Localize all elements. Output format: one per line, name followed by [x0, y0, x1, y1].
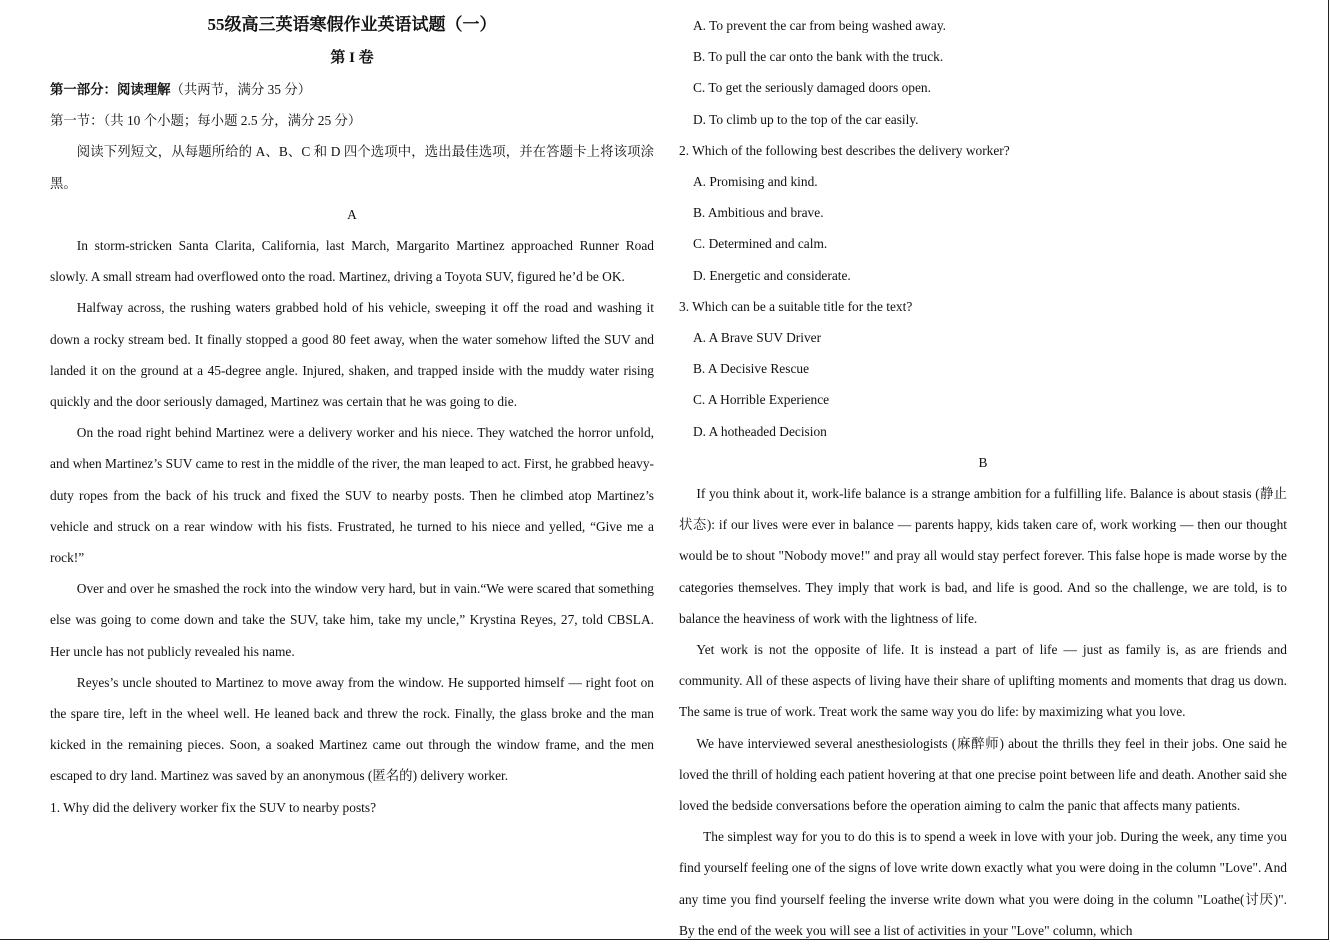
question-2-stem: 2. Which of the following best describes the delivery worker?: [679, 142, 1010, 158]
q1-option-b: B. To pull the car onto the bank with the truck.: [693, 49, 944, 65]
part1-note: （共两节，满分 35 分）: [170, 82, 312, 97]
passage-a-paragraph-3: On the road right behind Martinez were a delivery worker and his niece. They watched the horror unfold, and when Martinez’s SUV came to rest in the middle of the river, the man leaped to act. First, he grabbed heavy-duty ropes from the back of his truck and fixed the SUV to nearby posts. Then he climbed atop Martinez’s vehicle and struck on a rear window with his fists. Frustrated, he turned to his niece and yelled, “Give me a rock!”: [50, 425, 654, 566]
q1-option-a: A. To prevent the car from being washed away.: [693, 18, 947, 33]
q1-option-c: C. To get the seriously damaged doors open.: [693, 80, 931, 96]
q2-option-b: B. Ambitious and brave.: [693, 205, 824, 221]
question-2-options: [679, 166, 1287, 291]
passage-a-paragraph-1: In storm-stricken Santa Clarita, California, last March, Margarito Martinez approached Runner Road slowly. A small stream had overflowed onto the road. Martinez, driving a Toyota SUV, figured he’d be OK.: [50, 238, 654, 285]
q1-option-d: D. To climb up to the top of the car easily.: [693, 111, 919, 127]
q3-option-a: A. A Brave SUV Driver: [693, 330, 822, 346]
page-title: 55级高三英语寒假作业英语试题（一）: [207, 15, 497, 34]
part1-label: 第一部分：阅读理解: [50, 82, 171, 97]
passage-b-letter: B: [978, 454, 988, 470]
q3-option-d: D. A hotheaded Decision: [693, 423, 827, 439]
passage-a-paragraph-5: Reyes’s uncle shouted to Martinez to move away from the window. He supported himself — right foot on the spare tire, left in the wheel well. He leaned back and threw the rock. Finally, the glass broke and the man kicked in the remaining pieces. Soon, a soaked Martinez came out through the window frame, and the men escaped to dry land. Martinez was saved by an anonymous (匿名的) delivery worker.: [50, 674, 654, 784]
q3-option-b: B. A Decisive Rescue: [693, 361, 810, 377]
passage-b-paragraph-2: Yet work is not the opposite of life. It is instead a part of life — just as family is, as are friends and community. All of these aspects of living have their share of uplifting moments and moments that drag us down. The same is true of work. Treat work the same way you do life: by maximizing what you love.: [679, 642, 1287, 720]
passage-b-paragraph-1: If you think about it, work-life balance is a strange ambition for a fulfilling life. Balance is about stasis (静止状态): if our lives were ever in balance — parents happy, kids taken care of, work working — then our thought would be to shout "Nobody move!" and pray all would stay perfect forever. This false hope is made worse by the categories themselves. They imply that work is bad, and life is good. And so the challenge, we are told, is to balance the heaviness of work with the lightness of life.: [679, 486, 1287, 626]
question-3-stem: 3. Which can be a suitable title for the text?: [679, 298, 913, 314]
left-column: [50, 0, 654, 823]
volume-heading: 第 I 卷: [330, 50, 374, 66]
passage-a-paragraph-2: Halfway across, the rushing waters grabbed hold of his vehicle, sweeping it off the road and washing it down a rocky stream bed. It finally stopped a good 80 feet away, when the water somehow lifted the SUV and landed it on the ground at a 45-degree angle. Injured, shaken, and trapped inside with the muddy water rising quickly and the door seriously damaged, Martinez was certain that he was going to die.: [50, 300, 654, 410]
passage-b-paragraph-4: The simplest way for you to do this is to spend a week in love with your job. During the week, any time you find yourself feeling one of the signs of love write down exactly what you were doing in the column "Love". And any time you find yourself feeling the inverse write down what you were doing in the column "Loathe(讨厌)". By the end of the week you will see a list of activities in your "Love" column, which: [679, 829, 1287, 938]
question-1-stem: 1. Why did the delivery worker fix the SUV to nearby posts?: [50, 799, 377, 815]
q2-option-a: A. Promising and kind.: [693, 174, 818, 190]
question-3-options: [679, 322, 1287, 447]
instructions: 阅读下列短文，从每题所给的 A、B、C 和 D 四个选项中，选出最佳选项，并在答题卡上将该项涂黑。: [50, 144, 654, 191]
part1-heading: [50, 74, 654, 105]
passage-a-letter: A: [347, 206, 357, 222]
q2-option-d: D. Energetic and considerate.: [693, 267, 851, 283]
q3-option-c: C. A Horrible Experience: [693, 392, 830, 408]
section1-heading: 第一节：（共 10 个小题；每小题 2.5 分，满分 25 分）: [50, 113, 362, 129]
right-column: [679, 0, 1287, 946]
passage-a-paragraph-4: Over and over he smashed the rock into the window very hard, but in vain.“We were scared that something else was going to come down and take the SUV, take him, take my uncle,” Krystina Reyes, 27, told CBSLA. Her uncle has not publicly revealed his name.: [50, 581, 654, 659]
passage-b-paragraph-3: We have interviewed several anesthesiologists (麻醉师) about the thrills they feel in their jobs. One said he loved the thrill of holding each patient hovering at that one precise point between life and death. Another said she loved the bedside conversations before the operation aiming to calm the panic that affects many patients.: [679, 735, 1287, 814]
q2-option-c: C. Determined and calm.: [693, 236, 828, 252]
